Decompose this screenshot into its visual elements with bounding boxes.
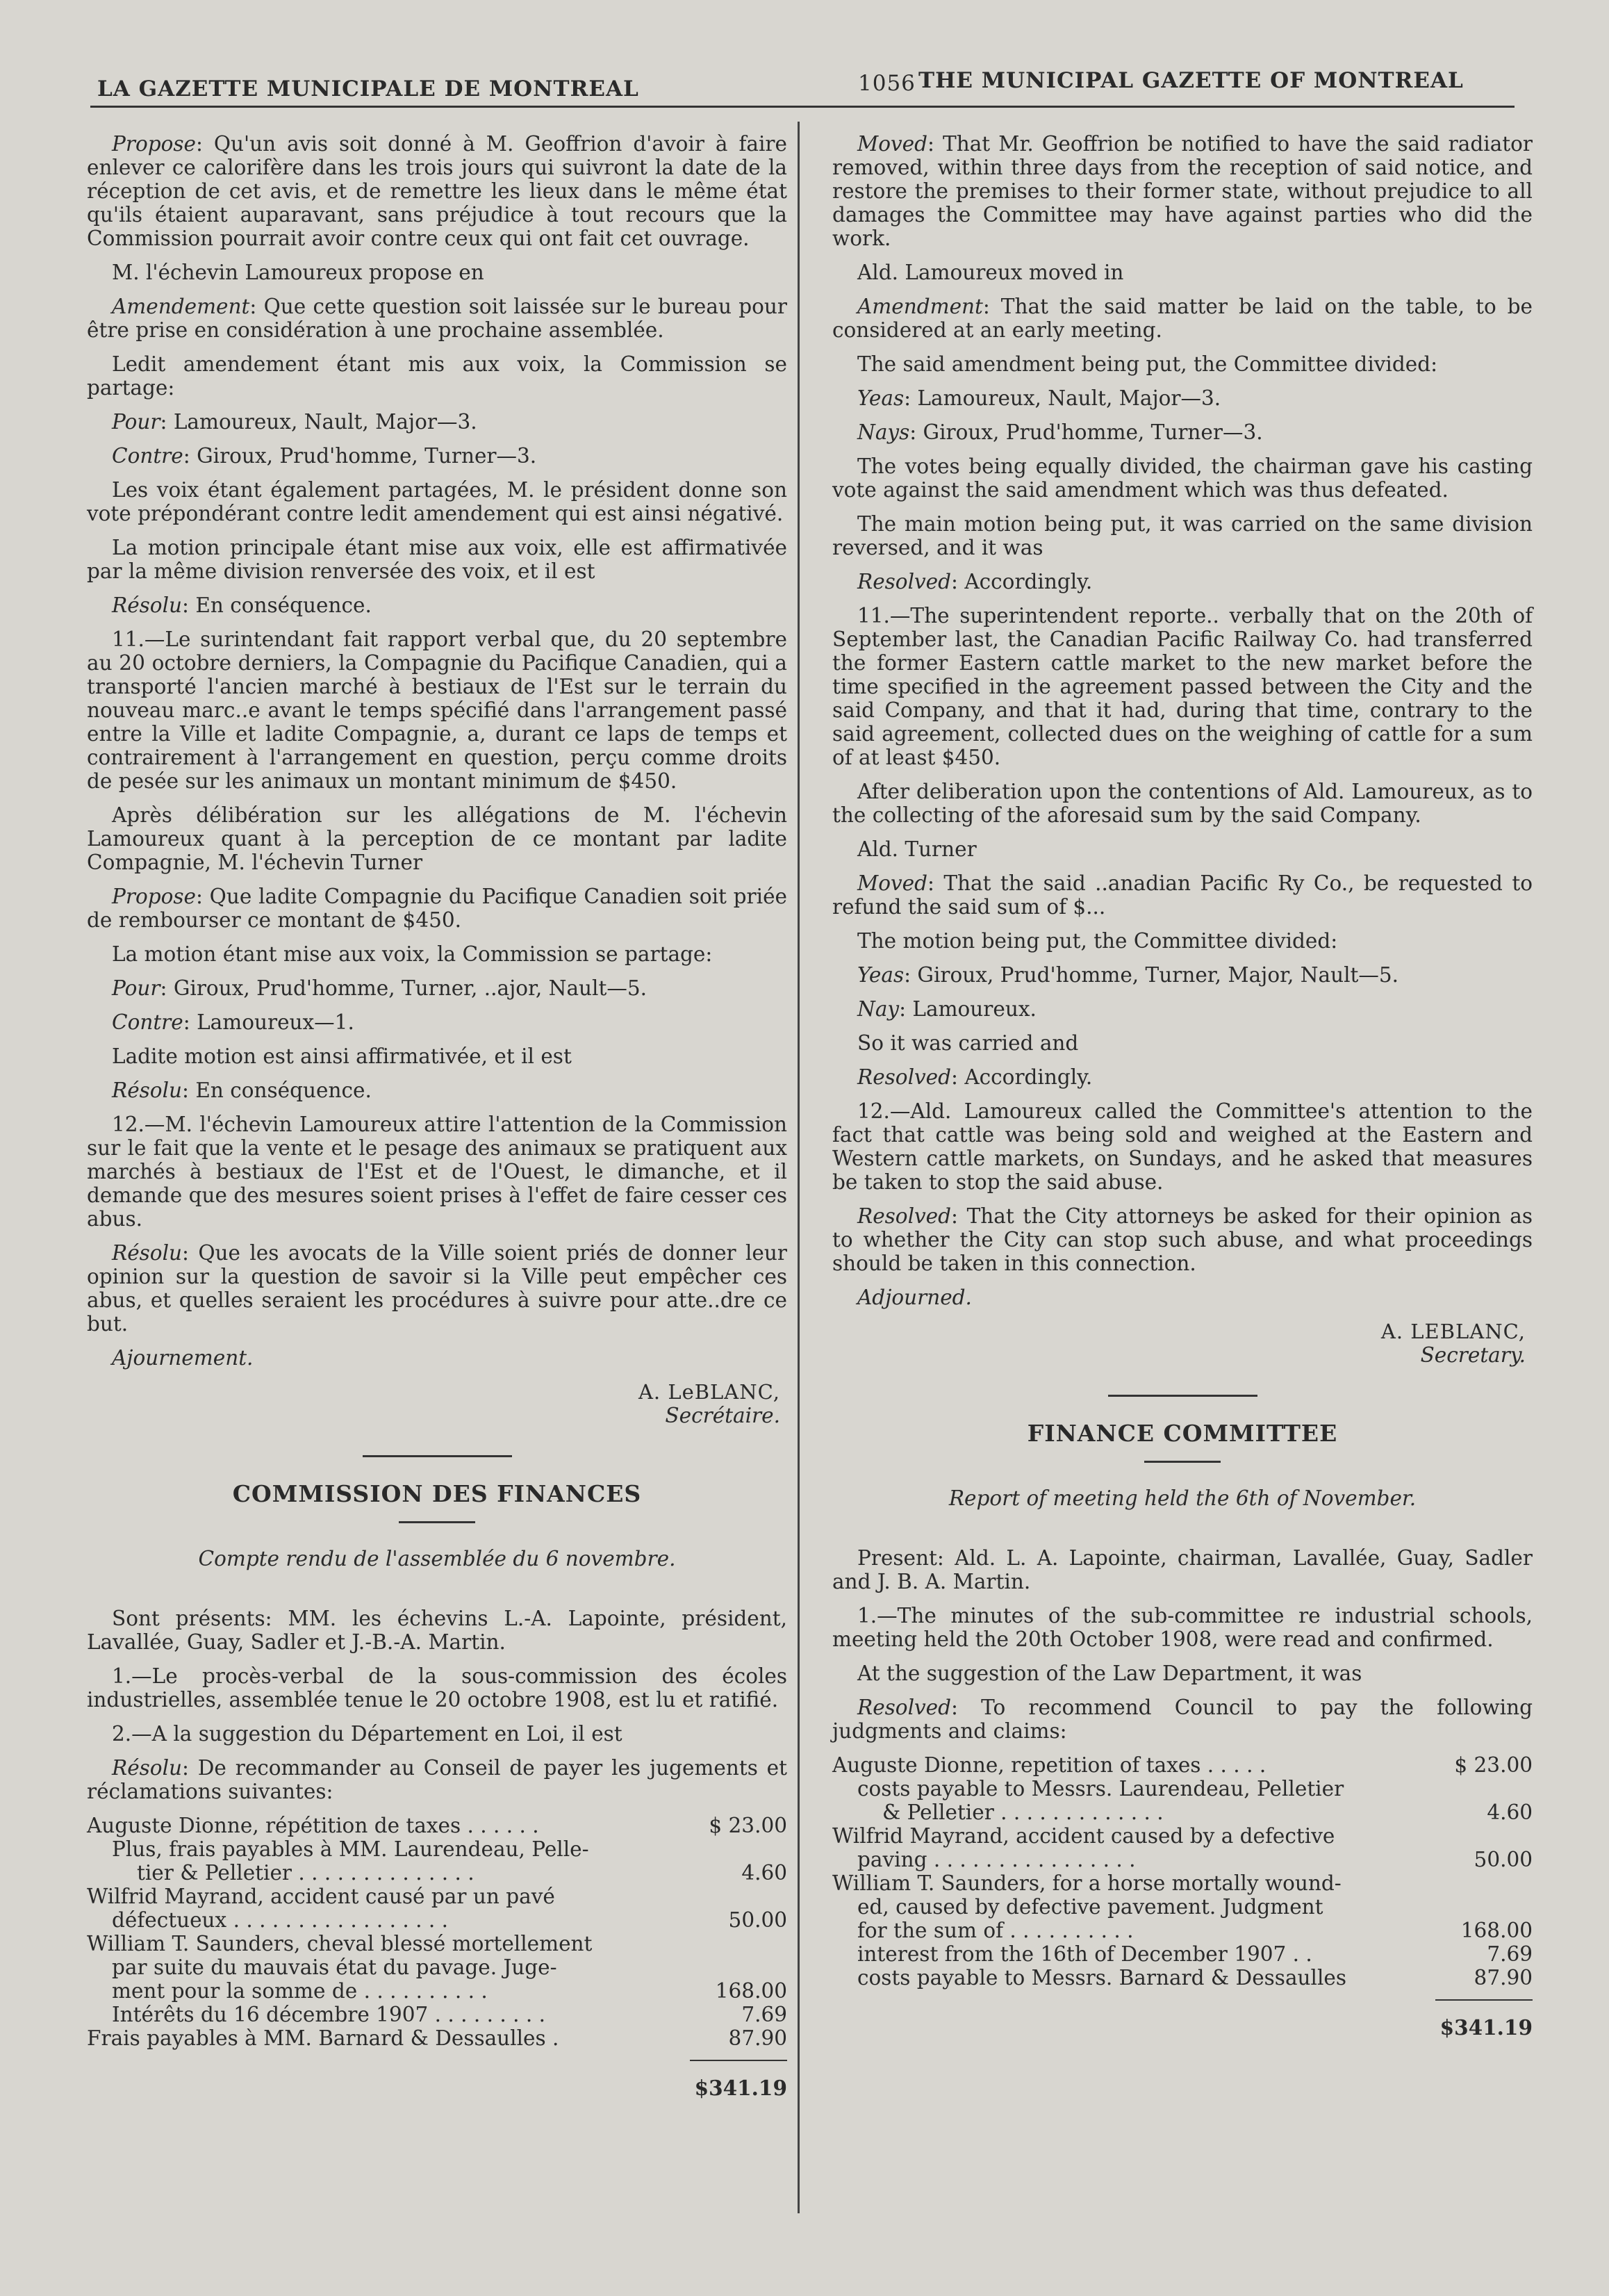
vote-line: Yeas: Lamoureux, Nault, Major—3. [857,386,1221,410]
claim-row: ment pour la somme de . . . . . . . . . . 168.00 [112,1979,787,2003]
resolution-line: Resolved: Accordingly. [857,570,1093,593]
claim-row: Auguste Dionne, repetition of taxes . . . . . $ 23.00 [832,1753,1533,1777]
signature-block [832,1320,1526,1367]
vote-line: Nay: Lamoureux. [857,997,1037,1021]
claim-row: Intérêts du 16 décembre 1907 . . . . . . . . . 7.69 [112,2003,787,2026]
claim-row: & Pelletier . . . . . . . . . . . . . 4.60 [882,1801,1533,1824]
adjournment: Ajournement. [112,1346,254,1370]
paragraph: Amendement: Que cette question soit laissée sur le bureau pour être prise en considération à une prochaine assemblée. [87,295,787,342]
signature-name: A. LeBLANC, [638,1380,780,1404]
signature-role: Secrétaire. [665,1404,780,1427]
paragraph: Moved: That Mr. Geoffrion be notified to have the said radiator removed, within three days from the reception of said notice, and restore the premises to their former state, without prejudice to all damages the Committee may have against parties who did the work. [832,132,1533,250]
section-title: FINANCE COMMITTEE [1027,1420,1338,1447]
page-header [90,64,1515,113]
claim-row: costs payable to Messrs. Laurendeau, Pelletier [857,1777,1344,1801]
paragraph: Propose: Qu'un avis soit donné à M. Geoffrion d'avoir à faire enlever ce calorifère dans les trois jours qui suivront la date de la réception de cet avis, et de remettre les lieux dans le même état qu'ils étaient auparavant, sans préjudice à tout recours que la Commission pourrait avoir contre ceux qui ont fait cet ouvrage. [87,132,787,250]
column-divider [798,122,800,2213]
claim-row: paving . . . . . . . . . . . . . . . . 50.00 [857,1848,1533,1871]
paragraph: Moved: That the said ..anadian Pacific Ry Co., be requested to refund the said sum of $... [832,871,1533,919]
paragraph: Amendment: That the said matter be laid on the table, to be considered at an early meeting. [832,295,1533,342]
english-column [832,132,1533,2040]
signature-block [87,1380,780,1427]
paragraph: The said amendment being put, the Committee divided: [857,352,1438,376]
claim-row: interest from the 16th of December 1907 . . 7.69 [857,1942,1533,1966]
paragraph: M. l'échevin Lamoureux propose en [112,261,484,284]
paragraph: 2.—A la suggestion du Département en Loi, il est [112,1722,622,1746]
claim-row: par suite du mauvais état du pavage. Juge- [112,1955,557,1979]
claim-row: Wilfrid Mayrand, accident caused by a defective [832,1824,1335,1848]
title-rule [399,1521,475,1523]
page-number: 1056 [858,71,916,96]
paragraph: The votes being equally divided, the chairman gave his casting vote against the said amendment which was thus defeated. [832,454,1533,502]
paragraph: Ald. Lamoureux moved in [857,261,1124,284]
resolution-line: Résolu: En conséquence. [112,1079,372,1102]
claim-row: William T. Saunders, cheval blessé mortellement [87,1932,593,1955]
paragraph: Ledit amendement étant mis aux voix, la Commission se partage: [87,352,787,400]
vote-line: Pour: Lamoureux, Nault, Major—3. [112,410,477,434]
header-rule [90,106,1515,108]
paragraph: Resolved: That the City attorneys be asked for their opinion as to whether the City can stop such abuse, and what proceedings should be taken in this connection. [832,1204,1533,1275]
vote-line: Nays: Giroux, Prud'homme, Turner—3. [857,420,1263,444]
section-title: COMMISSION DES FINANCES [232,1480,642,1507]
section-subtitle: Compte rendu de l'assemblée du 6 novembre. [198,1547,676,1571]
vote-line: Pour: Giroux, Prud'homme, Turner, ..ajor, Nault—5. [112,976,647,1000]
claim-row: défectueux . . . . . . . . . . . . . . . . . 50.00 [112,1908,787,1932]
claim-row: Wilfrid Mayrand, accident causé par un pavé [87,1885,555,1908]
paragraph: So it was carried and [857,1031,1079,1055]
claim-row: Plus, frais payables à MM. Laurendeau, Pelle- [112,1837,589,1861]
paragraph: Ald. Turner [857,837,977,861]
total-rule [1435,1999,1533,2001]
paragraph: Sont présents: MM. les échevins L.-A. Lapointe, président, Lavallée, Guay, Sadler et J.-B.-A. Martin. [87,1607,787,1654]
paragraph: Ladite motion est ainsi affirmativée, et il est [112,1044,572,1068]
signature-name: A. LEBLANC, [1380,1320,1526,1343]
title-rule [1144,1461,1221,1463]
paragraph: La motion principale étant mise aux voix, elle est affirmativée par la même division renversée des voix, et il est [87,536,787,583]
paragraph: Résolu: Que les avocats de la Ville soient priés de donner leur opinion sur la question de savoir si la Ville peut empêcher ces abus, et quelles seraient les procédures à suivre pour atte..dre ce but. [87,1241,787,1336]
claim-row: for the sum of . . . . . . . . . . 168.00 [857,1919,1533,1942]
paragraph: After deliberation upon the contentions of Ald. Lamoureux, as to the collecting of the aforesaid sum by the said Company. [832,780,1533,827]
section-subtitle: Report of meeting held the 6th of November. [948,1486,1417,1510]
french-column [87,132,787,2100]
claim-row: William T. Saunders, for a horse mortally wound- [832,1871,1342,1895]
vote-line: Yeas: Giroux, Prud'homme, Turner, Major, Nault—5. [857,963,1399,987]
header-english-title: THE MUNICIPAL GAZETTE OF MONTREAL [918,68,1464,93]
paragraph: Resolved: To recommend Council to pay the following judgments and claims: [832,1696,1533,1743]
paragraph: Après délibération sur les allégations de M. l'échevin Lamoureux quant à la perception de ce montant par ladite Compagnie, M. l'échevin Turner [87,803,787,874]
paragraph: Propose: Que ladite Compagnie du Pacifique Canadien soit priée de rembourser ce montant de $450. [87,885,787,932]
section-rule [1108,1395,1257,1397]
paragraph: 11.—Le surintendant fait rapport verbal que, du 20 septembre au 20 octobre derniers, la Compagnie du Pacifique Canadien, qui a transporté l'ancien marché à bestiaux de l'Est sur le terrain du nouveau marc..e avant le temps spécifié dans l'arrangement passé entre la Ville et ladite Compagnie, a, durant ce laps de temps et contrairement à l'arrangement en question, perçu comme droits de pesée sur les animaux un montant minimum de $450. [87,628,787,793]
claim-row: Frais payables à MM. Barnard & Dessaulles . 87.90 [87,2026,787,2050]
claim-row: ed, caused by defective pavement. Judgment [857,1895,1323,1919]
claim-row: Auguste Dionne, répétition de taxes . . . . . . $ 23.00 [87,1814,787,1837]
vote-line: Contre: Lamoureux—1. [112,1010,354,1034]
paragraph: The motion being put, the Committee divided: [857,929,1338,953]
resolution-line: Résolu: En conséquence. [112,593,372,617]
total-rule [690,2060,787,2061]
claim-row: costs payable to Messrs. Barnard & Dessaulles 87.90 [857,1966,1533,1990]
signature-role: Secretary. [1420,1343,1526,1367]
header-french-title: LA GAZETTE MUNICIPALE DE MONTREAL [97,76,639,101]
claim-row: tier & Pelletier . . . . . . . . . . . . . . 4.60 [137,1861,787,1885]
paragraph: 12.—Ald. Lamoureux called the Committee's attention to the fact that cattle was being sold and weighed at the Eastern and Western cattle markets, on Sundays, and he asked that measures be taken to stop the said abuse. [832,1099,1533,1194]
section-rule [363,1455,512,1457]
paragraph: 1.—The minutes of the sub-committee re industrial schools, meeting held the 20th October 1908, were read and confirmed. [832,1604,1533,1651]
adjournment: Adjourned. [857,1286,972,1309]
resolution-line: Resolved: Accordingly. [857,1065,1093,1089]
paragraph: Present: Ald. L. A. Lapointe, chairman, Lavallée, Guay, Sadler and J. B. A. Martin. [832,1546,1533,1593]
paragraph: 1.—Le procès-verbal de la sous-commission des écoles industrielles, assemblée tenue le 20 octobre 1908, est lu et ratifié. [87,1664,787,1712]
vote-line: Contre: Giroux, Prud'homme, Turner—3. [112,444,537,468]
paragraph: Résolu: De recommander au Conseil de payer les jugements et réclamations suivantes: [87,1756,787,1803]
paragraph: La motion étant mise aux voix, la Commission se partage: [112,942,713,966]
claims-total: $341.19 [1439,2015,1533,2040]
paragraph: The main motion being put, it was carried on the same division reversed, and it was [832,512,1533,559]
paragraph: 11.—The superintendent reporte.. verbally that on the 20th of September last, the Canadian Pacific Railway Co. had transferred the former Eastern cattle market to the new market before the time specified in the agreement passed between the City and the said Company, and that it had, during that time, contrary to the said agreement, collected dues on the weighing of cattle for a sum of at least $450. [832,604,1533,769]
paragraph: 12.—M. l'échevin Lamoureux attire l'attention de la Commission sur le fait que la vente et le pesage des animaux se pratiquent aux marchés à bestiaux de l'Est et de l'Ouest, le dimanche, et il demande que des mesures soient prises à l'effet de faire cesser ces abus. [87,1113,787,1231]
claims-total: $341.19 [694,2076,787,2100]
claims-list [87,1814,787,2050]
paragraph: At the suggestion of the Law Department, it was [857,1662,1362,1685]
claims-list [832,1753,1533,1990]
paragraph: Les voix étant également partagées, M. le président donne son vote prépondérant contre ledit amendement qui est ainsi négativé. [87,478,787,525]
